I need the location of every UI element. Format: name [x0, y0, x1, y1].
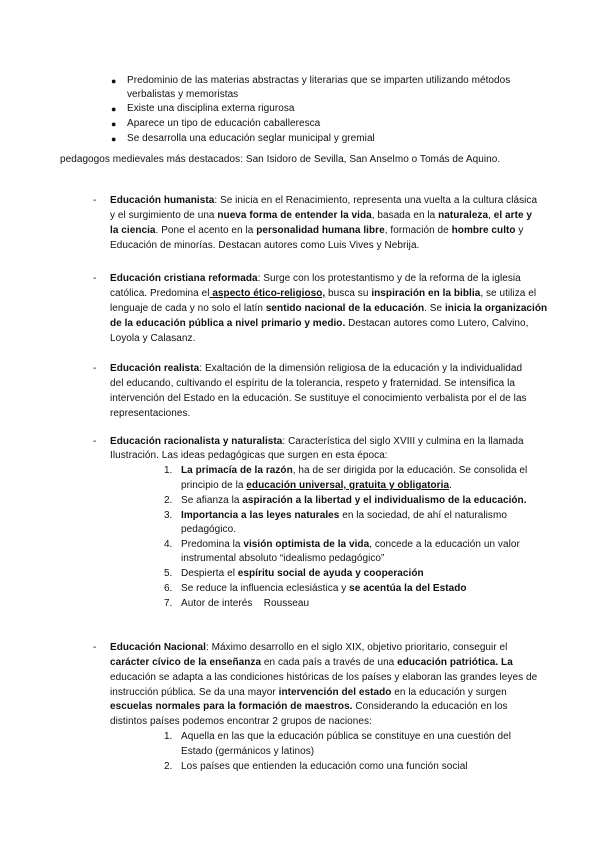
- list-number: 7.: [164, 598, 173, 609]
- bullet-text: Aparece un tipo de educación caballeresca: [127, 118, 321, 129]
- realista-line-2: del educando, cultivando el espíritu de la tolerancia, respeto y fraternidad. Se intensifica la: [110, 378, 515, 389]
- list-number: 4.: [164, 539, 173, 550]
- racionalista-line-2: Ilustración. Las ideas pedagógicas que surgen en esta época:: [110, 450, 388, 461]
- list-item: Predomina la visión optimista de la vida, concede a la educación un valor: [181, 539, 520, 550]
- list-item-continuation: instrumental absoluto “idealismo pedagógico”: [181, 553, 385, 564]
- humanista-line-2: y el surgimiento de una nueva forma de entender la vida, basada en la naturaleza, el arte y: [110, 210, 533, 221]
- list-number: 2.: [164, 495, 173, 506]
- list-item: Autor de interés Rousseau: [181, 598, 310, 609]
- list-item: La primacía de la razón, ha de ser dirigida por la educación. Se consolida el: [181, 465, 528, 476]
- list-number: 3.: [164, 510, 173, 521]
- racionalista-line-1: Educación racionalista y naturalista: Característica del siglo XVIII y culmina en la llamada: [110, 436, 524, 447]
- realista-line-4: representaciones.: [110, 408, 191, 419]
- bullet-text: Existe una disciplina externa rigurosa: [127, 103, 295, 114]
- bullet-text: Se desarrolla una educación seglar municipal y gremial: [127, 133, 375, 144]
- humanista-line-1: Educación humanista: Se inicia en el Renacimiento, representa una vuelta a la cultura clásica: [110, 195, 538, 206]
- cristiana-line-1: Educación cristiana reformada: Surge con los protestantismo y de la reforma de la iglesia: [110, 273, 521, 284]
- list-number: 1.: [164, 465, 173, 476]
- humanista-line-3: la ciencia. Pone el acento en la personalidad humana libre, formación de hombre culto y: [110, 225, 524, 236]
- list-item: Los países que entienden la educación como una función social: [181, 761, 468, 772]
- nacional-line-5: escuelas normales para la formación de maestros. Considerando la educación en los: [110, 701, 508, 712]
- cristiana-line-4: de la educación pública a nivel primario y medio. Destacan autores como Lutero, Calvino,: [110, 318, 529, 329]
- list-number: 5.: [164, 568, 173, 579]
- intro-paragraph: pedagogos medievales más destacados: San Isidoro de Sevilla, San Anselmo o Tomás de Aquino.: [60, 154, 501, 165]
- list-item: Se afianza la aspiración a la libertad y el individualismo de la educación.: [181, 495, 527, 506]
- list-number: 1.: [164, 731, 173, 742]
- bullet-text: verbalistas y memoristas: [127, 89, 239, 100]
- humanista-line-4: Educación de minorías. Destacan autores como Luis Vives y Nebrija.: [110, 240, 420, 251]
- list-item-continuation: principio de la educación universal, gratuita y obligatoria.: [181, 480, 452, 491]
- nacional-line-6: distintos países podemos encontrar 2 grupos de naciones:: [110, 716, 372, 727]
- bullet-icon: ●: [111, 119, 117, 129]
- dash-marker: -: [93, 195, 97, 206]
- cristiana-line-2: católica. Predomina el aspecto ético-religioso, busca su inspiración en la biblia, se utiliza el: [110, 288, 537, 299]
- list-item: Se reduce la influencia eclesiástica y se acentúa la del Estado: [181, 583, 467, 594]
- bullet-text: Predominio de las materias abstractas y literarias que se imparten utilizando métodos: [127, 75, 511, 86]
- dash-marker: -: [93, 363, 97, 374]
- list-number: 6.: [164, 583, 173, 594]
- list-number: 2.: [164, 761, 173, 772]
- bullet-icon: ●: [111, 104, 117, 114]
- realista-line-1: Educación realista: Exaltación de la dimensión religiosa de la educación y la individualidad: [110, 363, 523, 374]
- dash-marker: -: [93, 436, 97, 447]
- nacional-line-3: educación se adapta a las condiciones históricas de los países y elaboran las grandes leyes de: [110, 672, 538, 683]
- bullet-icon: ●: [111, 76, 117, 86]
- list-item: Aquella en las que la educación pública se constituye en una cuestión del: [181, 731, 511, 742]
- nacional-line-4: instrucción pública. Se da una mayor intervención del estado en la educación y surgen: [110, 687, 507, 698]
- list-item: Importancia a las leyes naturales en la sociedad, de ahí el naturalismo: [181, 510, 507, 521]
- dash-marker: -: [93, 273, 97, 284]
- bullet-icon: ●: [111, 134, 117, 144]
- nacional-line-2: carácter cívico de la enseñanza en cada país a través de una educación patriótica. La: [110, 657, 513, 668]
- list-item-continuation: Estado (germánicos y latinos): [181, 746, 315, 757]
- realista-line-3: intervención del Estado en la educación. Se sustituye el conocimiento verbalista por el de las: [110, 393, 527, 404]
- dash-marker: -: [93, 642, 97, 653]
- list-item: Despierta el espíritu social de ayuda y cooperación: [181, 568, 424, 579]
- cristiana-line-3: lenguaje de cada y no solo el latín sentido nacional de la educación. Se inicia la organización: [110, 303, 548, 314]
- nacional-line-1: Educación Nacional: Máximo desarrollo en el siglo XIX, objetivo prioritario, conseguir el: [110, 642, 508, 653]
- list-item-continuation: pedagógico.: [181, 524, 237, 535]
- cristiana-line-5: Loyola y Calasanz.: [110, 333, 196, 344]
